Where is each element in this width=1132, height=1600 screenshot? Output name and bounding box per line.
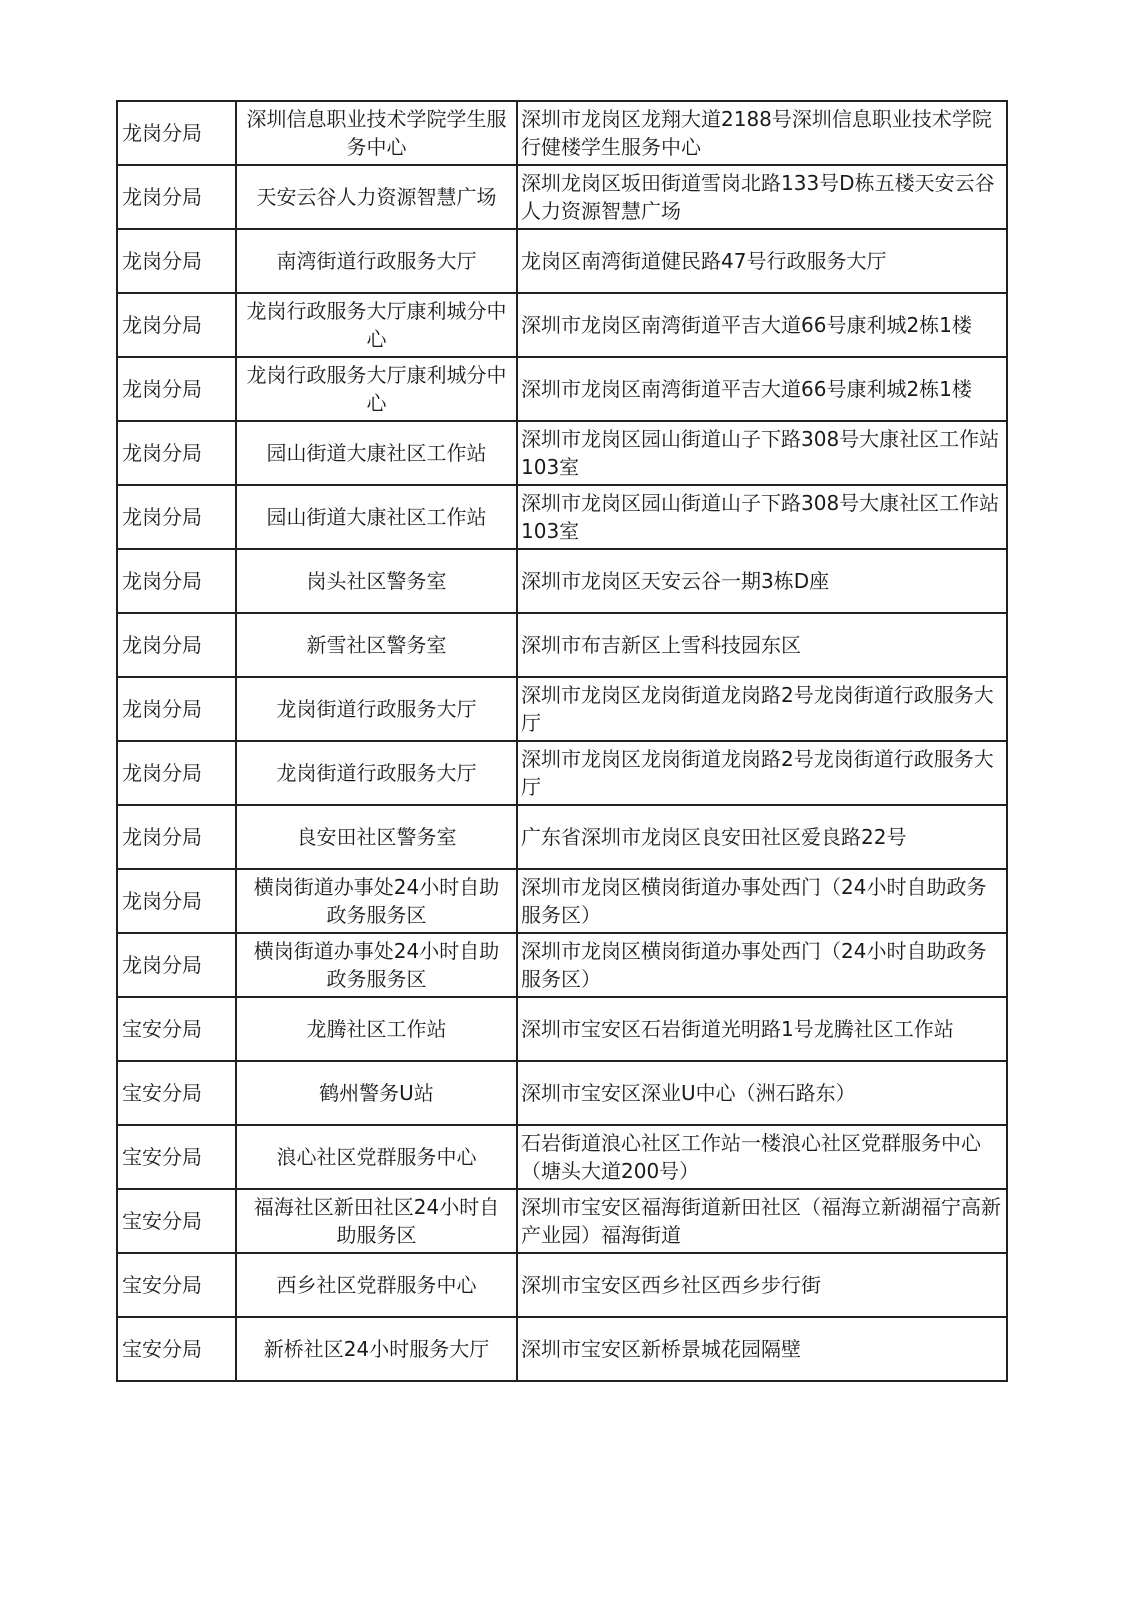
site-cell: 岗头社区警务室 [236,549,517,613]
table-row [117,933,1007,997]
bureau-cell: 宝安分局 [117,997,236,1061]
address-cell: 深圳市宝安区石岩街道光明路1号龙腾社区工作站 [517,997,1007,1061]
table-row [117,549,1007,613]
site-cell: 横岗街道办事处24小时自助政务服务区 [236,869,517,933]
table-row [117,677,1007,741]
site-cell: 龙腾社区工作站 [236,997,517,1061]
address-cell: 深圳市龙岗区横岗街道办事处西门（24小时自助政务服务区） [517,869,1007,933]
site-cell: 浪心社区党群服务中心 [236,1125,517,1189]
bureau-cell: 龙岗分局 [117,421,236,485]
address-cell: 深圳市宝安区西乡社区西乡步行街 [517,1253,1007,1317]
address-cell: 广东省深圳市龙岗区良安田社区爱良路22号 [517,805,1007,869]
table-row [117,229,1007,293]
address-cell: 深圳市龙岗区南湾街道平吉大道66号康利城2栋1楼 [517,357,1007,421]
site-cell: 龙岗行政服务大厅康利城分中心 [236,293,517,357]
bureau-cell: 宝安分局 [117,1317,236,1381]
site-cell: 园山街道大康社区工作站 [236,485,517,549]
bureau-cell: 龙岗分局 [117,357,236,421]
address-cell: 深圳市龙岗区龙岗街道龙岗路2号龙岗街道行政服务大厅 [517,741,1007,805]
address-cell: 深圳市宝安区深业U中心（洲石路东） [517,1061,1007,1125]
table-row [117,1061,1007,1125]
bureau-cell: 宝安分局 [117,1061,236,1125]
site-cell: 龙岗街道行政服务大厅 [236,741,517,805]
table-row [117,997,1007,1061]
table-row [117,165,1007,229]
address-cell: 深圳市龙岗区横岗街道办事处西门（24小时自助政务服务区） [517,933,1007,997]
address-cell: 深圳市宝安区福海街道新田社区（福海立新湖福宁高新产业园）福海街道 [517,1189,1007,1253]
address-cell: 深圳市龙岗区龙岗街道龙岗路2号龙岗街道行政服务大厅 [517,677,1007,741]
address-cell: 深圳市龙岗区园山街道山子下路308号大康社区工作站103室 [517,421,1007,485]
site-cell: 南湾街道行政服务大厅 [236,229,517,293]
site-cell: 园山街道大康社区工作站 [236,421,517,485]
service-location-table [116,100,1008,1382]
table-row [117,1317,1007,1381]
address-cell: 深圳市宝安区新桥景城花园隔壁 [517,1317,1007,1381]
table-row [117,613,1007,677]
bureau-cell: 龙岗分局 [117,613,236,677]
site-cell: 龙岗街道行政服务大厅 [236,677,517,741]
bureau-cell: 龙岗分局 [117,165,236,229]
bureau-cell: 龙岗分局 [117,741,236,805]
table-row [117,421,1007,485]
bureau-cell: 龙岗分局 [117,805,236,869]
address-cell: 深圳市龙岗区天安云谷一期3栋D座 [517,549,1007,613]
table-row [117,357,1007,421]
site-cell: 西乡社区党群服务中心 [236,1253,517,1317]
bureau-cell: 龙岗分局 [117,933,236,997]
site-cell: 龙岗行政服务大厅康利城分中心 [236,357,517,421]
site-cell: 良安田社区警务室 [236,805,517,869]
bureau-cell: 龙岗分局 [117,293,236,357]
bureau-cell: 龙岗分局 [117,869,236,933]
table-row [117,1189,1007,1253]
site-cell: 新桥社区24小时服务大厅 [236,1317,517,1381]
table-row [117,1253,1007,1317]
bureau-cell: 龙岗分局 [117,485,236,549]
bureau-cell: 宝安分局 [117,1189,236,1253]
address-cell: 龙岗区南湾街道健民路47号行政服务大厅 [517,229,1007,293]
table-body [117,101,1007,1381]
table-row [117,869,1007,933]
address-cell: 深圳市龙岗区园山街道山子下路308号大康社区工作站103室 [517,485,1007,549]
bureau-cell: 龙岗分局 [117,101,236,165]
bureau-cell: 宝安分局 [117,1253,236,1317]
address-cell: 深圳龙岗区坂田街道雪岗北路133号D栋五楼天安云谷人力资源智慧广场 [517,165,1007,229]
address-cell: 石岩街道浪心社区工作站一楼浪心社区党群服务中心（塘头大道200号） [517,1125,1007,1189]
site-cell: 天安云谷人力资源智慧广场 [236,165,517,229]
table-row [117,101,1007,165]
table-row [117,293,1007,357]
table-row [117,485,1007,549]
table-row [117,805,1007,869]
site-cell: 福海社区新田社区24小时自助服务区 [236,1189,517,1253]
bureau-cell: 龙岗分局 [117,229,236,293]
address-cell: 深圳市龙岗区龙翔大道2188号深圳信息职业技术学院行健楼学生服务中心 [517,101,1007,165]
site-cell: 深圳信息职业技术学院学生服务中心 [236,101,517,165]
site-cell: 鹤州警务U站 [236,1061,517,1125]
site-cell: 新雪社区警务室 [236,613,517,677]
address-cell: 深圳市龙岗区南湾街道平吉大道66号康利城2栋1楼 [517,293,1007,357]
bureau-cell: 宝安分局 [117,1125,236,1189]
address-cell: 深圳市布吉新区上雪科技园东区 [517,613,1007,677]
bureau-cell: 龙岗分局 [117,549,236,613]
site-cell: 横岗街道办事处24小时自助政务服务区 [236,933,517,997]
bureau-cell: 龙岗分局 [117,677,236,741]
table-row [117,741,1007,805]
table-row [117,1125,1007,1189]
